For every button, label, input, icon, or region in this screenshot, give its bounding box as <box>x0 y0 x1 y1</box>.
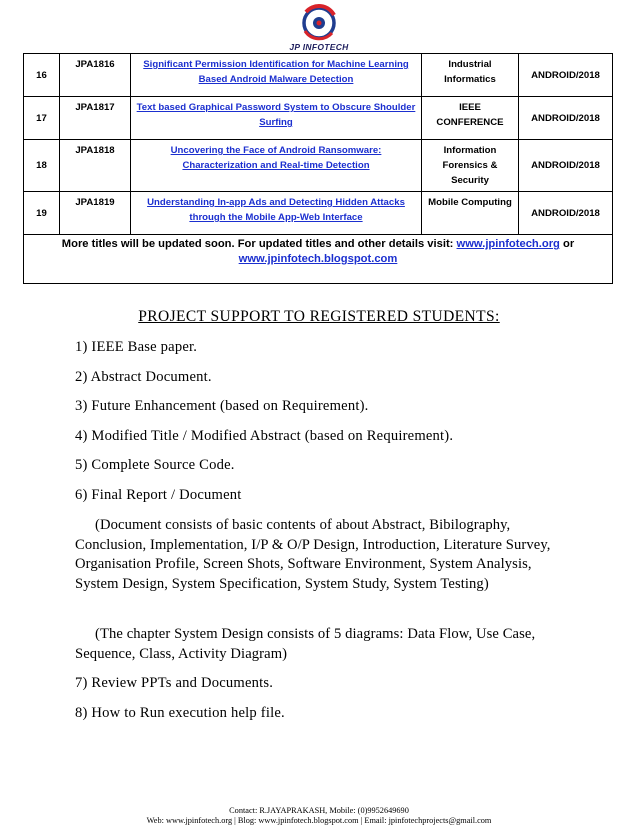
project-title-link[interactable]: Understanding In-app Ads and Detecting Hidden Attacks through the Mobile App-Web Interface <box>147 197 405 223</box>
project-platform: ANDROID/2018 <box>519 192 613 235</box>
system-design-note: (The chapter System Design consists of 5 diagrams: Data Flow, Use Case, Sequence, Class, Activity Diagram) <box>75 626 536 662</box>
support-item: 2) Abstract Document. <box>75 369 212 385</box>
notice-row <box>24 235 613 284</box>
support-item: 4) Modified Title / Modified Abstract (based on Requirement). <box>75 428 454 444</box>
project-domain: Mobile Computing <box>422 192 519 235</box>
project-code: JPA1818 <box>60 140 131 192</box>
support-item: 1) IEEE Base paper. <box>75 339 198 355</box>
project-platform: ANDROID/2018 <box>519 97 613 140</box>
project-title-link[interactable]: Text based Graphical Password System to Obscure Shoulder Surfing <box>136 102 416 128</box>
project-platform: ANDROID/2018 <box>519 140 613 192</box>
blog-link[interactable]: www.jpinfotech.blogspot.com <box>238 253 398 265</box>
support-item: 3) Future Enhancement (based on Requirement). <box>75 398 369 414</box>
report-contents-note: (Document consists of basic contents of about Abstract, Bibilography, Conclusion, Implementation, I/P & O/P Design, Introduction, Literature Survey, Organisation Profile, Screen Shots, Software Environment, System Analysis, System Design, System Specification, System Study, System Testing) <box>75 517 551 593</box>
logo-ring-icon <box>297 3 341 43</box>
project-domain: Information Forensics & Security <box>422 140 519 192</box>
row-number: 19 <box>24 192 60 235</box>
footer-web: Web: www.jpinfotech.org | Blog: www.jpinfotech.blogspot.com | Email: jpinfotechprojects@gmail.com <box>146 816 492 825</box>
support-item: 8) How to Run execution help file. <box>75 705 285 721</box>
footer-contact: Contact: R.JAYAPRAKASH, Mobile: (0)9952649690 <box>229 806 409 815</box>
project-titles-table <box>23 53 613 284</box>
logo-text: JP INFOTECH <box>289 42 349 52</box>
table-row <box>24 140 613 192</box>
support-item: 6) Final Report / Document <box>75 487 242 503</box>
website-link[interactable]: www.jpinfotech.org <box>456 238 560 250</box>
row-number: 17 <box>24 97 60 140</box>
support-item: 5) Complete Source Code. <box>75 457 235 473</box>
project-title-link[interactable]: Uncovering the Face of Android Ransomware: Characterization and Real-time Detection <box>170 145 382 171</box>
table-row <box>24 192 613 235</box>
notice-text: More titles will be updated soon. For updated titles and other details visit: <box>61 238 457 250</box>
table-row <box>24 97 613 140</box>
support-item: 7) Review PPTs and Documents. <box>75 675 274 691</box>
company-logo <box>287 3 351 57</box>
project-title-link[interactable]: Significant Permission Identification for Machine Learning Based Android Malware Detection <box>143 59 409 85</box>
project-code: JPA1817 <box>60 97 131 140</box>
project-code: JPA1819 <box>60 192 131 235</box>
notice-cell <box>24 235 613 284</box>
row-number: 18 <box>24 140 60 192</box>
section-heading: PROJECT SUPPORT TO REGISTERED STUDENTS: <box>138 308 500 325</box>
project-platform: ANDROID/2018 <box>519 54 613 97</box>
project-domain: IEEE CONFERENCE <box>422 97 519 140</box>
row-number: 16 <box>24 54 60 97</box>
project-domain: Industrial Informatics <box>422 54 519 97</box>
table-row <box>24 54 613 97</box>
notice-or: or <box>559 238 575 250</box>
project-code: JPA1816 <box>60 54 131 97</box>
